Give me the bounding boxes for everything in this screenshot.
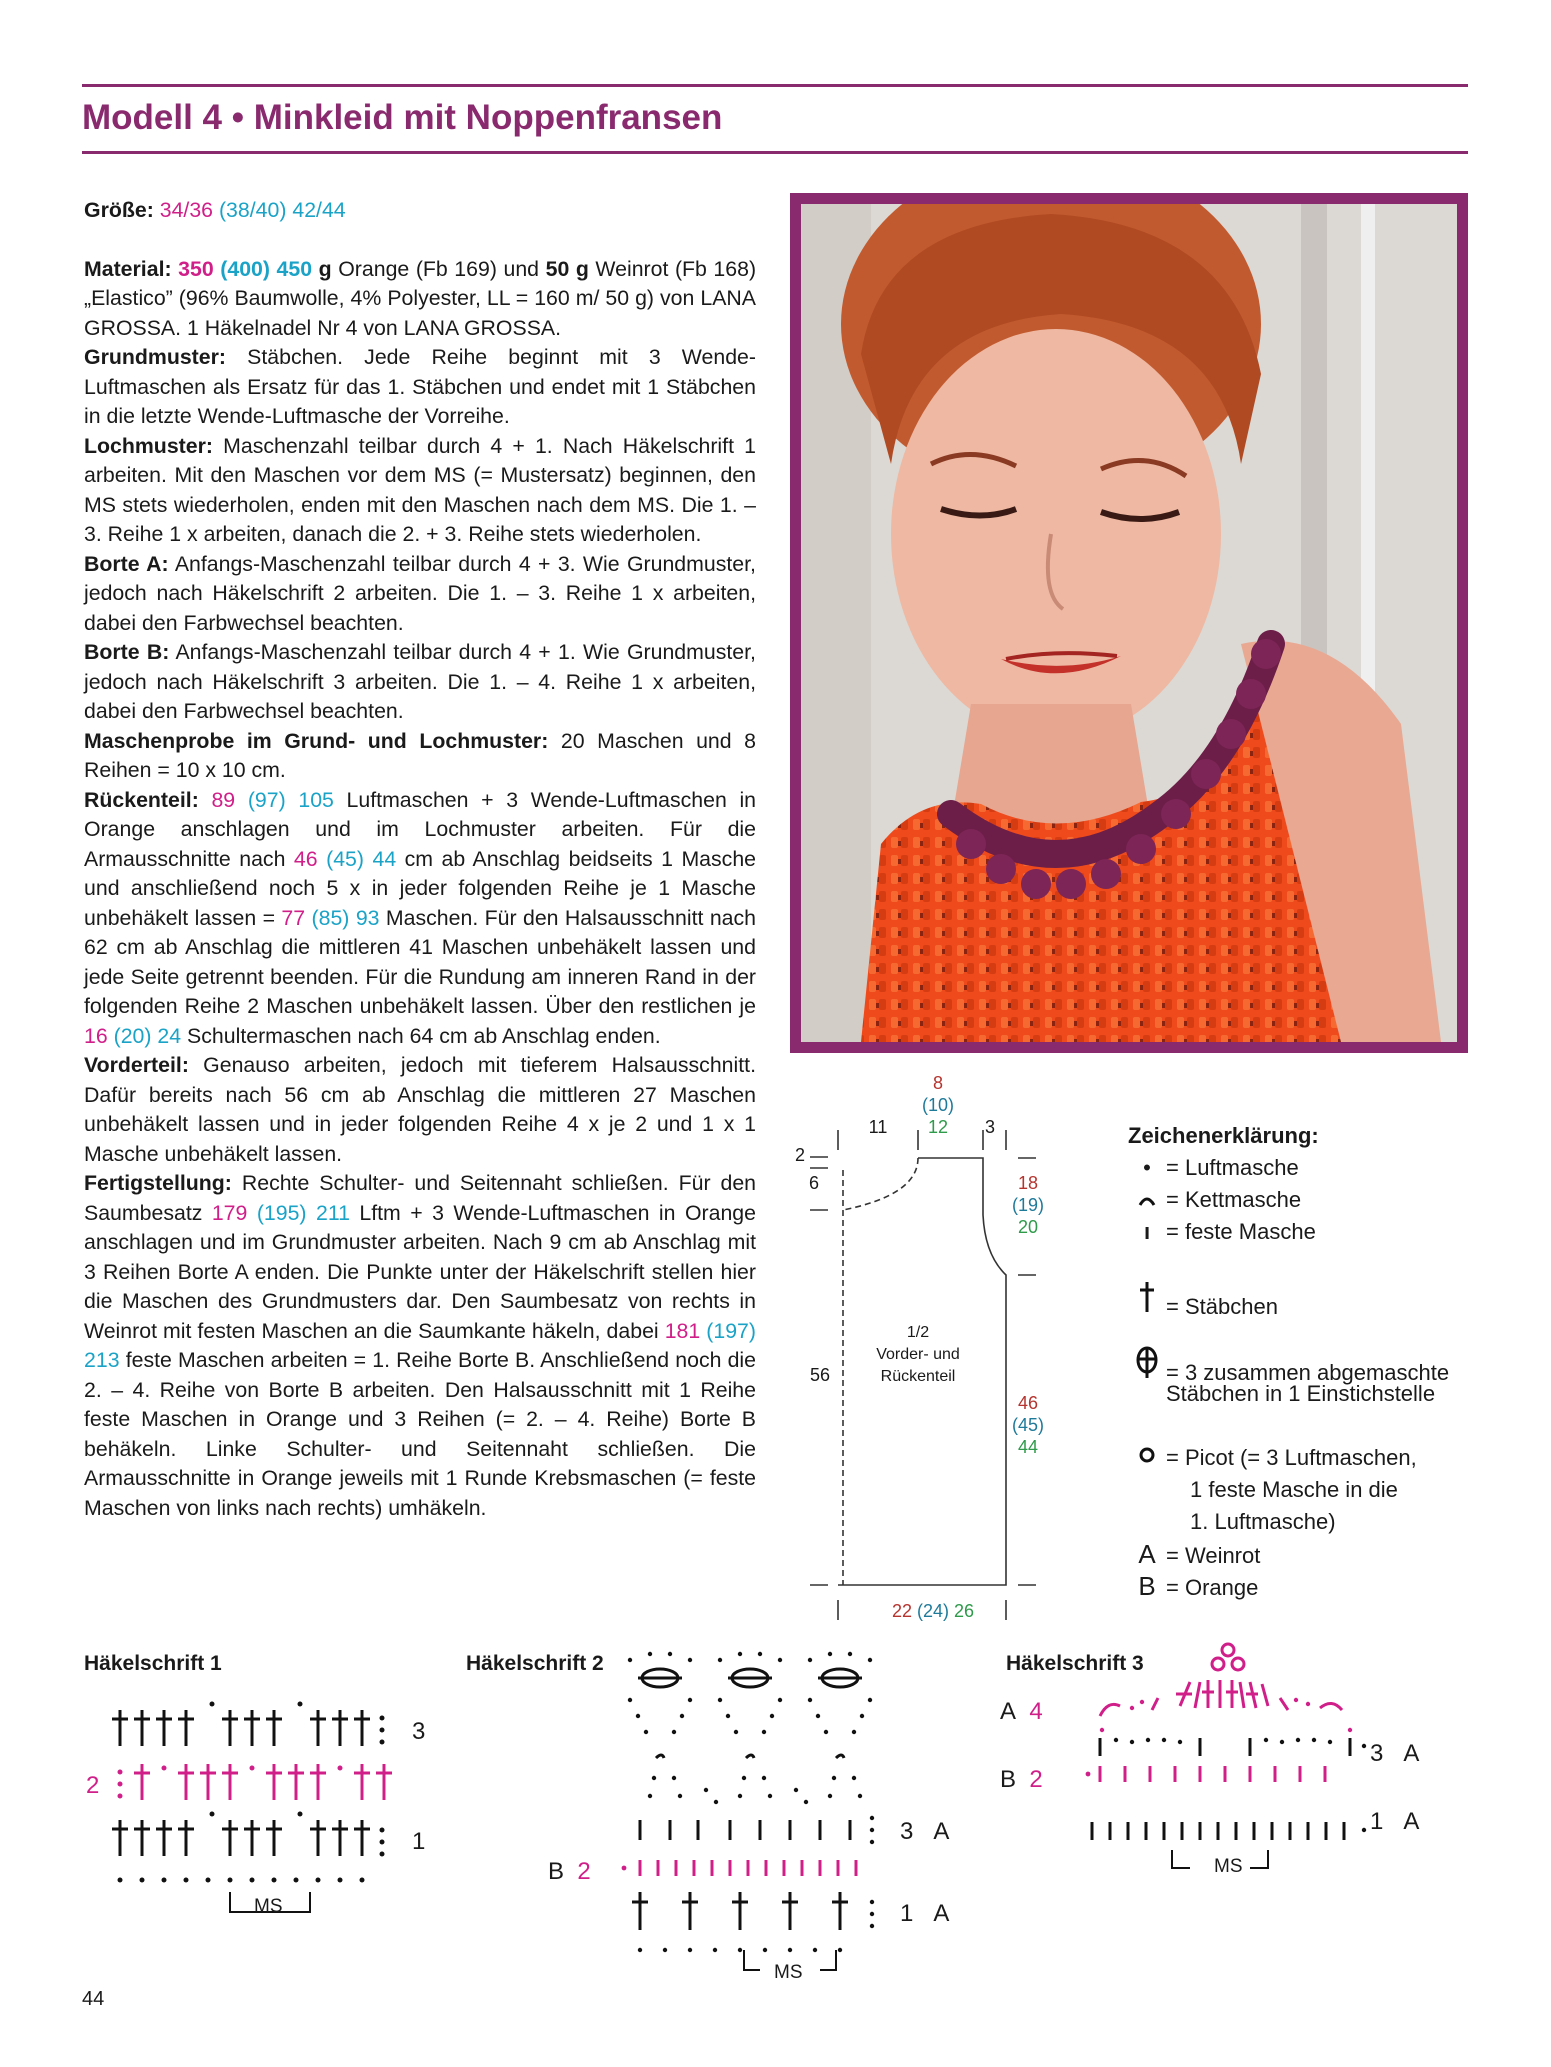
dim-right-46: 46 <box>1017 1393 1039 1413</box>
dim-right-45: (45) <box>1011 1415 1044 1435</box>
legend-weinrot: A = Weinrot <box>1128 1538 1260 1572</box>
picot-icon <box>1128 1442 1166 1474</box>
lochmuster-paragraph: Lochmuster: Maschenzahl teilbar durch 4 + 1. Nach Häkelschrift 1 arbeiten. Mit den Maschen vor dem MS (= Mustersatz) beginnen, den MS stets wiederholen, enden mit den Maschen nach dem MS. Die 1. – 3. Reihe 1 x arbeiten, danach die 2. + 3. Reihe stets wiederholen. <box>84 433 756 546</box>
chart-2-ms: MS <box>774 1962 803 1983</box>
chart-1-title: Häkelschrift 1 <box>84 1652 222 1675</box>
schematic-label-1: 1/2 <box>906 1324 930 1341</box>
dim-left-56: 56 <box>809 1365 831 1385</box>
legend-staebchen: = Stäbchen <box>1128 1280 1278 1323</box>
grundmuster-paragraph: Grundmuster: Stäbchen. Jede Reihe beginnt mit 3 Wende-Luftmaschen als Ersatz für das 1. Stäbchen und endet mit 1 Stäbchen in die letzte Wende-Luftmasche der Vorreihe. <box>84 345 756 428</box>
borte-a-paragraph: Borte A: Anfangs-Maschenzahl teilbar durch 4 + 3. Wie Grundmuster, jedoch nach Häkelschrift 2 arbeiten. Die 1. – 3. Reihe 1 x arbeiten, dabei den Farbwechsel beachten. <box>84 551 756 635</box>
chart-2-title: Häkelschrift 2 <box>466 1652 604 1675</box>
double-crochet-icon <box>1128 1280 1166 1323</box>
page-title: Modell 4 • Minkleid mit Noppenfransen <box>82 98 723 137</box>
top-rule <box>82 84 1468 87</box>
dim-top-c: 12 <box>927 1117 949 1137</box>
chart-2-row-2: B 2 <box>548 1858 591 1885</box>
fertigstellung-paragraph: Fertigstellung: Rechte Schulter- und Seitennaht schließen. Für den Saumbesatz 179 (195) 211 Lftm + 3 Wende-Luftmaschen in Orange anschlagen und im Grundmuster arbeiten. Nach 9 cm ab Anschlag mit 3 Reihen Borte A enden. Die Punkte unter der Häkelschrift stellen hier die Maschen des Grundmusters dar. Den Saumbesatz von rechts in Weinrot mit festen Maschen an die Saumkante häkeln, dabei 181 (197) 213 feste Maschen arbeiten = 1. Reihe Borte B. Anschließend noch die 2. – 4. Reihe von Borte B arbeiten. Den Halsausschnitt mit 1 Reihe feste Maschen in Orange und 3 Reihen (= 2. – 4. Reihe) Borte B behäkeln. Linke Schulter- und Seitennaht schließen. Die Armausschnitte in Orange jeweils mit 1 Runde Krebsmaschen (= feste Maschen von links nach rechts) umhäkeln. <box>84 1171 757 1520</box>
cluster-icon <box>1128 1346 1166 1389</box>
material-paragraph: Material: 350 (400) 450 g Orange (Fb 169) und 50 g Weinrot (Fb 168) „Elastico” (96% Baumwolle, 4% Polyester, LL = 160 m/ 50 g) von LANA GROSSA. 1 Häkelnadel Nr 4 von LANA GROSSA. <box>84 256 757 340</box>
crochet-chart-1 <box>100 1690 440 1920</box>
chart-1-row-2: 2 <box>86 1772 100 1799</box>
size-line: Größe: 34/36 (38/40) 42/44 <box>84 198 346 222</box>
title-rule <box>82 151 1468 154</box>
chart-1-row-3: 3 <box>412 1718 426 1745</box>
chart-3-row-1: 1 A <box>1370 1808 1420 1835</box>
legend-luftmasche: • = Luftmasche <box>1128 1152 1299 1184</box>
chart-3-title: Häkelschrift 3 <box>1006 1652 1144 1675</box>
double-crochet-glyph <box>1137 1280 1157 1314</box>
legend-feste-masche: ı = feste Masche <box>1128 1216 1316 1248</box>
chart-3-ms: MS <box>1214 1856 1243 1877</box>
crochet-chart-3 <box>1080 1636 1390 1876</box>
legend-cluster: = 3 zusammen abgemaschte <box>1128 1346 1449 1389</box>
cluster-glyph <box>1135 1346 1159 1380</box>
legend-title: Zeichenerklärung: <box>1128 1123 1319 1148</box>
vorderteil-paragraph: Vorderteil: Genauso arbeiten, jedoch mit tieferem Halsausschnitt. Dafür bereits nach 56 cm ab Anschlag die mittleren 27 Maschen unbehäkelt lassen und in jeder folgenden Reihe 4 x je 2 und 1 x 1 Masche unbehäkelt lassen. <box>84 1053 756 1166</box>
model-photo-illustration <box>801 204 1457 1042</box>
page-number: 44 <box>82 1988 105 2010</box>
chart-3-row-4: A 4 <box>1000 1698 1043 1725</box>
legend-sym-b: B <box>1138 1571 1156 1601</box>
rueckenteil-paragraph: Rückenteil: 89 (97) 105 Luftmaschen + 3 Wende-Luftmaschen in Orange anschlagen und im Lochmuster arbeiten. Für die Armausschnitte nach 46 (45) 44 cm ab Anschlag beidseits 1 Masche und anschließend noch 5 x in jeder folgenden Reihe je 1 Masche unbehäkelt lassen = 77 (85) 93 Maschen. Für den Halsausschnitt nach 62 cm ab Anschlag die mittleren 41 Maschen unbehäkelt lassen und jede Seite getrennt beenden. Für die Rundung am inneren Rand in der folgenden Reihe 2 Maschen unbehäkelt lassen. Über den restlichen je 16 (20) 24 Schultermaschen nach 64 cm ab Anschlag enden. <box>84 787 757 1048</box>
dim-right-20: 20 <box>1017 1217 1039 1237</box>
dim-right-18: 18 <box>1017 1173 1039 1193</box>
legend-kettmasche: = Kettmasche <box>1128 1184 1301 1216</box>
legend-cluster-2: Stäbchen in 1 Einstichstelle <box>1166 1381 1436 1406</box>
model-photo <box>790 193 1468 1053</box>
chart-2-row-1: 1 A <box>900 1900 950 1927</box>
legend-orange: B = Orange <box>1128 1570 1258 1604</box>
dim-right-19: (19) <box>1011 1195 1044 1215</box>
dim-bottom: 22 (24) 26 <box>891 1601 975 1621</box>
legend-picot-2: 1 feste Masche in die <box>1190 1477 1398 1502</box>
chart-1-row-1: 1 <box>412 1828 426 1855</box>
instructions <box>84 196 756 1523</box>
single-crochet-icon: ı <box>1143 1219 1151 1244</box>
schematic-label-2: Vorder- und <box>876 1346 960 1363</box>
dot-icon: • <box>1143 1155 1151 1180</box>
dim-right-top: 3 <box>984 1117 995 1137</box>
dim-top-a: 8 <box>932 1073 943 1093</box>
legend-sym-a: A <box>1138 1539 1156 1569</box>
legend-picot-3: 1. Luftmasche) <box>1190 1509 1336 1534</box>
slip-stitch-icon <box>1128 1184 1166 1216</box>
dim-right-44: 44 <box>1017 1437 1039 1457</box>
chart-3-row-3: 3 A <box>1370 1740 1420 1767</box>
dim-left-top: 11 <box>868 1117 888 1137</box>
borte-b-paragraph: Borte B: Anfangs-Maschenzahl teilbar durch 4 + 1. Wie Grundmuster, jedoch nach Häkelschrift 3 arbeiten. Die 1. – 4. Reihe 1 x arbeiten, dabei den Farbwechsel beachten. <box>84 640 756 723</box>
picot-glyph <box>1137 1445 1157 1465</box>
dim-left-6: 6 <box>808 1173 819 1193</box>
maschenprobe-paragraph: Maschenprobe im Grund- und Lochmuster: 20 Maschen und 8 Reihen = 10 x 10 cm. <box>84 728 757 782</box>
chart-3-row-2: B 2 <box>1000 1766 1043 1793</box>
dim-left-2: 2 <box>794 1145 805 1165</box>
schematic-label-3: Rückenteil <box>880 1368 956 1385</box>
chart-2-row-3: 3 A <box>900 1818 950 1845</box>
dim-top-b: (10) <box>921 1095 954 1115</box>
legend-picot: = Picot (= 3 Luftmaschen, <box>1128 1442 1417 1474</box>
slip-stitch-glyph <box>1137 1193 1157 1207</box>
chart-1-ms: MS <box>254 1896 283 1917</box>
crochet-chart-2 <box>610 1640 910 1970</box>
